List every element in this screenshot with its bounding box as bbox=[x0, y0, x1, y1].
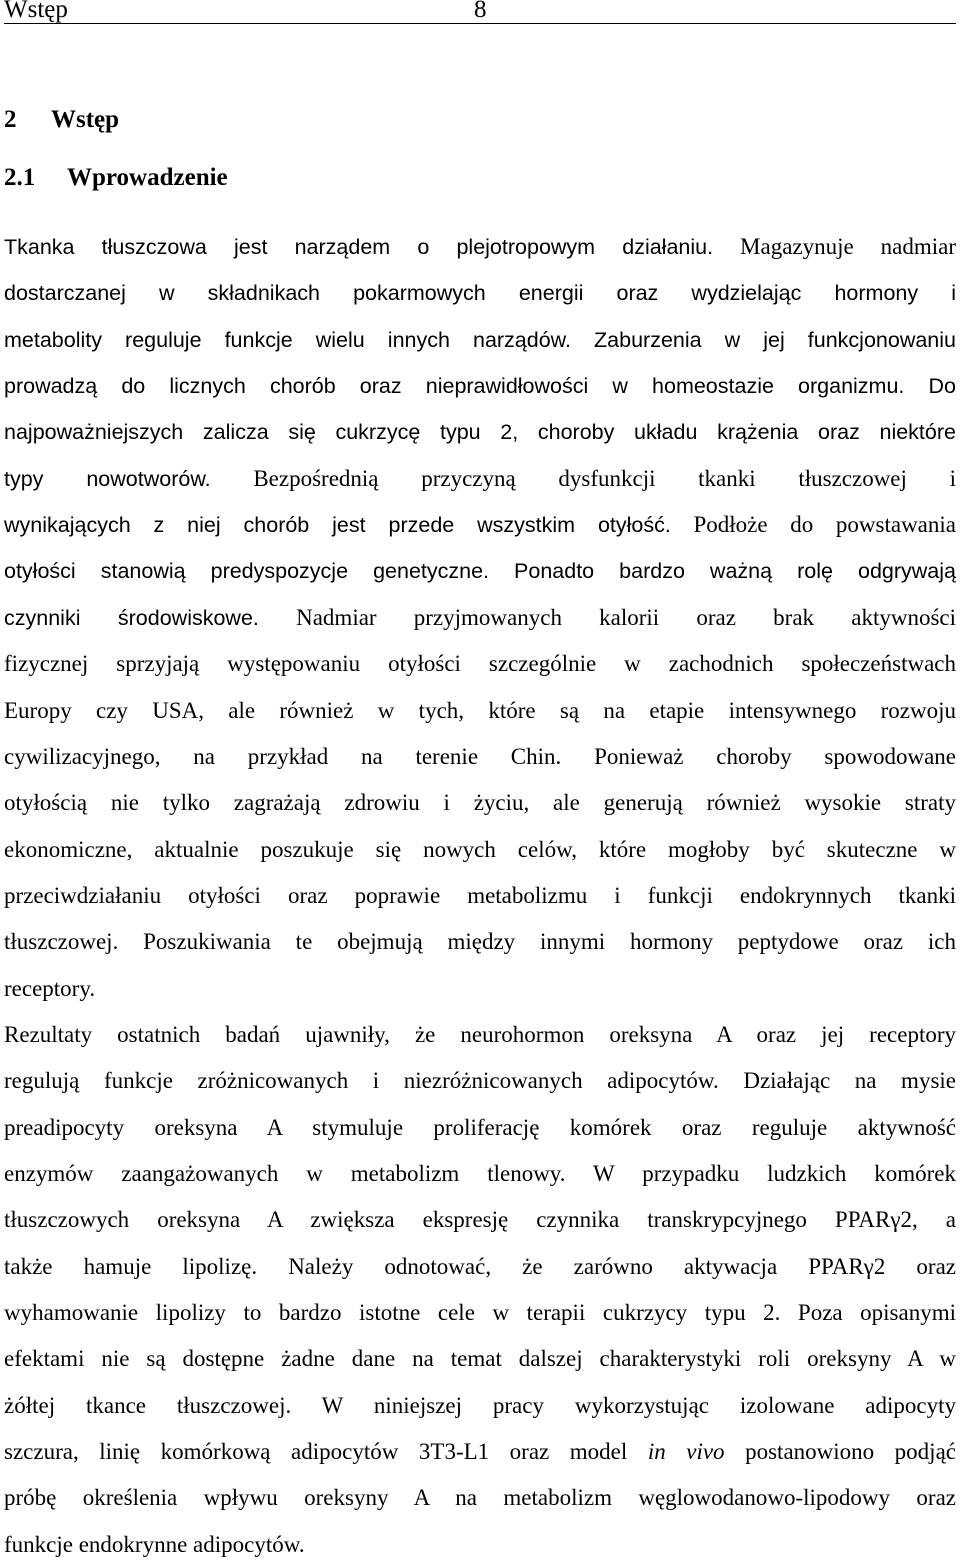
text-segment: Podłoże do powstawania bbox=[670, 512, 956, 538]
text-segment: żółtej tkance tłuszczowej. W niniejszej pracy wykorzystując izolowane adipocyty bbox=[4, 1392, 956, 1418]
page-number: 8 bbox=[474, 0, 487, 23]
text-segment: typy nowotworów. bbox=[4, 466, 211, 491]
text-line bbox=[4, 548, 956, 594]
text-line bbox=[4, 641, 956, 687]
text-line bbox=[4, 595, 956, 641]
text-segment: Nadmiar przyjmowanych kalorii oraz brak aktywności bbox=[258, 604, 956, 630]
text-segment: próbę określenia wpływu oreksyny A na metabolizm węglowodanowo-lipodowy oraz bbox=[4, 1485, 956, 1511]
section-number: 2.1 bbox=[4, 164, 36, 191]
text-segment: najpoważniejszych zalicza się cukrzycę typu 2, choroby układu krążenia oraz niektóre bbox=[4, 420, 956, 445]
text-line bbox=[4, 1336, 956, 1382]
text-line bbox=[4, 688, 956, 734]
section-title: Wprowadzenie bbox=[67, 164, 228, 191]
text-line bbox=[4, 1475, 956, 1521]
text-line bbox=[4, 363, 956, 409]
text-line bbox=[4, 1012, 956, 1058]
text-line bbox=[4, 966, 956, 1012]
text-segment: szczura, linię komórkową adipocytów 3T3-L1 oraz model bbox=[4, 1439, 648, 1465]
text-segment: Bezpośrednią przyczyną dysfunkcji tkanki tłuszczowej i bbox=[210, 465, 956, 491]
text-segment: wynikających z niej chorób jest przede wszystkim otyłość. bbox=[4, 513, 671, 538]
text-segment: czynniki środowiskowe. bbox=[4, 605, 259, 630]
text-segment: in vivo bbox=[647, 1439, 725, 1465]
text-segment: postanowiono podjąć bbox=[724, 1439, 956, 1465]
text-line bbox=[4, 224, 956, 270]
text-line bbox=[4, 502, 956, 548]
text-line bbox=[4, 1429, 956, 1475]
text-segment: receptory. bbox=[4, 975, 96, 1001]
running-title: Wstęp bbox=[4, 0, 68, 23]
text-segment: tłuszczowej. Poszukiwania te obejmują między innymi hormony peptydowe oraz ich bbox=[4, 929, 956, 955]
text-segment: przeciwdziałaniu otyłości oraz poprawie metabolizmu i funkcji endokrynnych tkanki bbox=[4, 882, 956, 908]
text-segment: otyłości stanowią predyspozycje genetyczne. Ponadto bardzo ważną rolę odgrywają bbox=[4, 559, 956, 584]
text-segment: fizycznej sprzyjają występowaniu otyłości szczególnie w zachodnich społeczeństwach bbox=[4, 651, 956, 677]
chapter-heading bbox=[4, 104, 119, 136]
text-line bbox=[4, 409, 956, 455]
text-line bbox=[4, 734, 956, 780]
text-segment: Europy czy USA, ale również w tych, które są na etapie intensywnego rozwoju bbox=[4, 697, 956, 723]
text-line bbox=[4, 919, 956, 965]
text-line bbox=[4, 1522, 956, 1568]
text-segment: Magazynuje nadmiar bbox=[713, 234, 956, 259]
running-header bbox=[4, 0, 956, 24]
text-segment: Tkanka tłuszczowa jest narządem o plejotropowym działaniu. bbox=[4, 235, 714, 259]
chapter-title: Wstęp bbox=[51, 106, 120, 133]
text-line bbox=[4, 1290, 956, 1336]
text-line bbox=[4, 317, 956, 363]
text-line bbox=[4, 1058, 956, 1104]
text-segment: funkcje endokrynne adipocytów. bbox=[4, 1531, 305, 1557]
text-segment: regulują funkcje zróżnicowanych i niezróżnicowanych adipocytów. Działając na mysie bbox=[4, 1068, 956, 1094]
text-segment: metabolity reguluje funkcje wielu innych narządów. Zaburzenia w jej funkcjonowaniu bbox=[4, 327, 956, 352]
text-line bbox=[4, 456, 956, 502]
text-line bbox=[4, 1197, 956, 1243]
text-segment: dostarczanej w składnikach pokarmowych energii oraz wydzielając hormony i bbox=[4, 281, 956, 306]
text-segment: efektami nie są dostępne żadne dane na temat dalszej charakterystyki roli oreksyny A w bbox=[4, 1346, 956, 1372]
text-line bbox=[4, 827, 956, 873]
chapter-number: 2 bbox=[4, 106, 17, 133]
text-line bbox=[4, 873, 956, 919]
text-segment: preadipocyty oreksyna A stymuluje proliferację komórek oraz reguluje aktywność bbox=[4, 1114, 956, 1140]
text-segment: tłuszczowych oreksyna A zwiększa ekspresję czynnika transkrypcyjnego PPARγ2, a bbox=[4, 1207, 956, 1233]
text-line bbox=[4, 1244, 956, 1290]
text-line bbox=[4, 1151, 956, 1197]
text-segment: otyłością nie tylko zagrażają zdrowiu i życiu, ale generują również wysokie straty bbox=[4, 790, 956, 816]
text-line bbox=[4, 1383, 956, 1429]
text-segment: wyhamowanie lipolizy to bardzo istotne cele w terapii cukrzycy typu 2. Poza opisanymi bbox=[4, 1300, 956, 1326]
text-segment: Rezultaty ostatnich badań ujawniły, że neurohormon oreksyna A oraz jej receptory bbox=[4, 1021, 956, 1047]
text-segment: enzymów zaangażowanych w metabolizm tlenowy. W przypadku ludzkich komórek bbox=[4, 1161, 956, 1186]
text-line bbox=[4, 270, 956, 316]
text-segment: ekonomiczne, aktualnie poszukuje się nowych celów, które mogłoby być skuteczne w bbox=[4, 836, 956, 862]
text-line bbox=[4, 1105, 956, 1151]
text-segment: cywilizacyjnego, na przykład na terenie Chin. Ponieważ choroby spowodowane bbox=[4, 743, 956, 769]
text-segment: prowadzą do licznych chorób oraz nieprawidłowości w homeostazie organizmu. Do bbox=[4, 374, 956, 399]
text-segment: także hamuje lipolizę. Należy odnotować, że zarówno aktywacja PPARγ2 oraz bbox=[4, 1253, 956, 1279]
section-heading bbox=[4, 162, 228, 194]
text-line bbox=[4, 780, 956, 826]
